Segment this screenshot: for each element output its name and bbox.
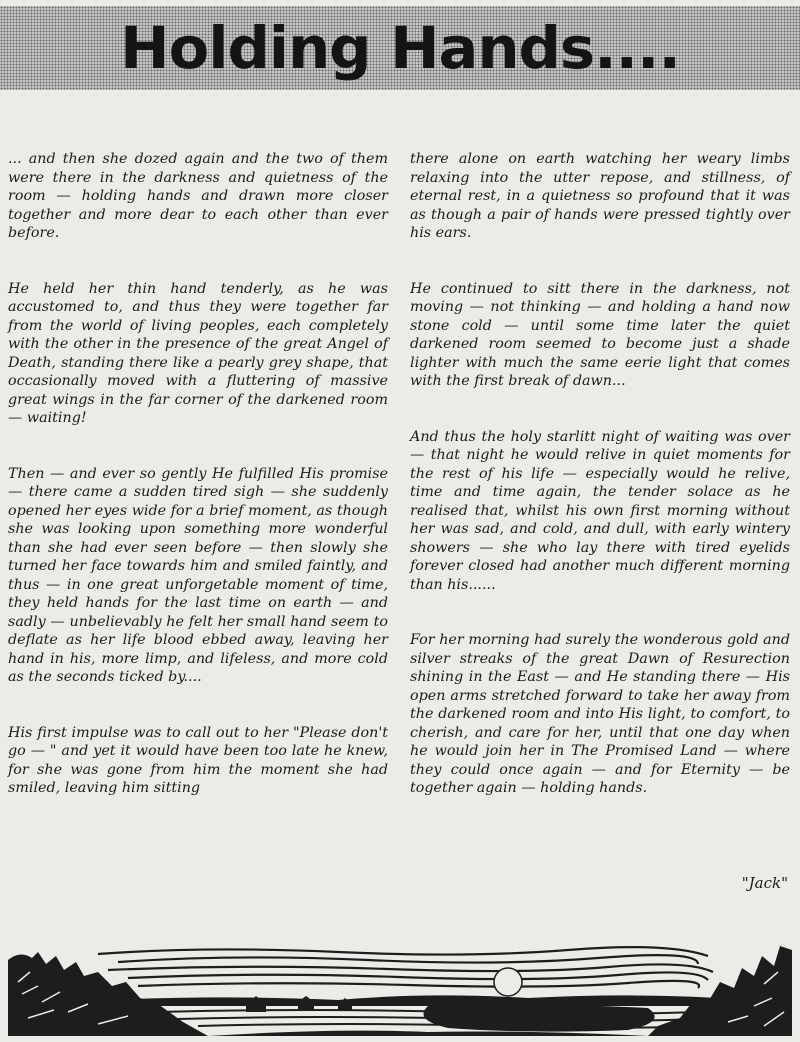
author-signature: "Jack"	[741, 874, 788, 892]
paragraph: For her morning had surely the wonderous gold and silver streaks of the great Dawn of Resurection shining in the East — and He standing there — His open arms stretched forward to take her away from the darkened room and into His light, to comfort, to cherish, and care for her, until that one day when he would join her in The Promised Land — where they could once again — and for Eternity — be together again — holding hands.	[410, 632, 790, 796]
paragraph: His first impulse was to call out to her "Please don't go — " and yet it would have been too late he knew, for she was gone from him the moment she had smiled, leaving him sitting	[8, 724, 388, 796]
paragraph: Then — and ever so gently He fulfilled His promise — there came a sudden tired sigh — she suddenly opened her eyes wide for a brief moment, as though she was looking upon something more wonderful than she had ever seen before — then slowly she turned her face towards him and smiled faintly, and thus — in one great unforgetable moment of time, they held hands for the last time on earth — and sadly — unbelievably he felt her small hand seem to deflate as her life blood ebbed away, leaving her hand in his, more limp, and lifeless, and more cold as the seconds ticked by....	[8, 465, 388, 685]
paragraph: He continued to sitt there in the darkness, not moving — not thinking — and holding a hand now stone cold — until some time later the quiet darkened room seemed to become just a shade lighter with much the same eerie light that comes with the first break of dawn...	[410, 280, 790, 389]
title-banner	[0, 6, 800, 90]
paragraph: And thus the holy starlitt night of waiting was over — that night he would relive in quiet moments for the rest of his life — especially would he relive, time and time again, the tender solace as he realised that, whilst his own first morning without her was sad, and cold, and dull, with early wintery showers — she who lay there with tired eyelids forever closed had another much different morning than his......	[410, 428, 790, 593]
footer-landscape-illustration	[8, 942, 792, 1036]
paragraph: ... and then she dozed again and the two of them were there in the darkness and quietness of the room — holding hands and drawn more closer together and more dear to each other than ever before.	[8, 151, 388, 241]
article-column-right	[410, 150, 790, 835]
article-column-left	[8, 150, 388, 835]
paragraph: there alone on earth watching her weary limbs relaxing into the utter repose, and stillness, of eternal rest, in a quietness so profound that it was as though a pair of hands were pressed tightly over his ears.	[410, 151, 790, 241]
sun-icon	[494, 968, 522, 996]
paragraph: He held her thin hand tenderly, as he was accustomed to, and thus they were together far from the world of living peoples, each completely with the other in the presence of the great Angel of Death, standing there like a pearly grey shape, that occasionally moved with a fluttering of massive great wings in the far corner of the darkened room — waiting!	[8, 280, 388, 426]
page-title: Holding Hands....	[120, 14, 680, 82]
